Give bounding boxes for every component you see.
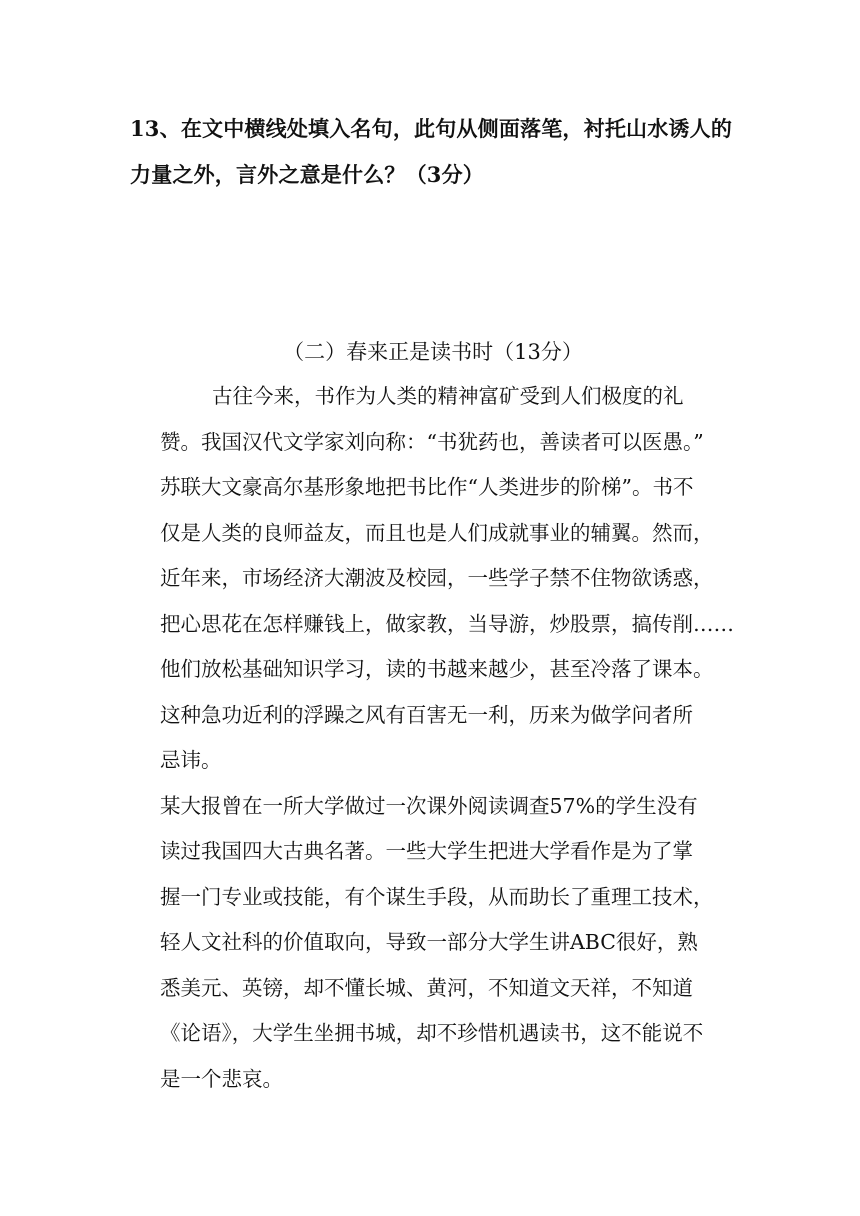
passage-p2-line-2: 读过我国四大古典名著。一些大学生把进大学看作是为了掌	[160, 839, 693, 863]
passage-p1-line-6: 把心思花在怎样赚钱上，做家教，当导游，炒股票，搞传削……	[160, 611, 734, 636]
passage-p2-line-5: 悉美元、英镑，却不懂长城、黄河，不知道文天祥，不知道	[160, 975, 693, 1000]
passage-p1-line-4: 仅是人类的良师益友，而且也是人们成就事业的辅翼。然而，	[160, 520, 714, 545]
passage-p1-line-9: 忌讳。	[160, 748, 222, 772]
passage-p2-line-6: 《论语》，大学生坐拥书城，却不珍惜机遇读书，这不能说不	[160, 1021, 704, 1045]
passage-p1-line-3: 苏联大文豪高尔基形象地把书比作“人类进步的阶梯”。书不	[160, 475, 694, 499]
passage-p2-line-1: 某大报曾在一所大学做过一次课外阅读调查57%的学生没有	[160, 793, 698, 818]
question-13	[130, 106, 733, 198]
passage-p2-line-4: 轻人文社科的价值取向，导致一部分大学生讲ABC很好，熟	[160, 930, 698, 954]
passage-p1-line-5: 近年来，市场经济大潮波及校园，一些学子禁不住物欲诱惑，	[160, 566, 714, 590]
section-title	[0, 332, 860, 372]
passage-p2-line-7: 是一个悲哀。	[160, 1066, 283, 1091]
section-title-text: （二）春来正是读书时（13分）	[283, 340, 583, 364]
passage-p1-line-2: 赞。我国汉代文学家刘向称：“书犹药也，善读者可以医愚。”	[160, 429, 704, 454]
passage-p1-line-7: 他们放松基础知识学习，读的书越来越少，甚至冷落了课本。	[160, 657, 714, 681]
passage-p1-line-1: 古往今来，书作为人类的精神富矿受到人们极度的礼	[212, 384, 684, 408]
passage	[160, 374, 740, 1102]
question-13-line-2: 力量之外，言外之意是什么？（3分）	[130, 162, 485, 187]
passage-p2-line-3: 握一门专业或技能，有个谋生手段，从而助长了重理工技术，	[160, 884, 714, 909]
passage-p1-line-8: 这种急功近利的浮躁之风有百害无一利，历来为做学问者所	[160, 702, 693, 727]
question-13-line-1: 13、在文中横线处填入名句，此句从侧面落笔，衬托山水诱人的	[130, 116, 733, 141]
